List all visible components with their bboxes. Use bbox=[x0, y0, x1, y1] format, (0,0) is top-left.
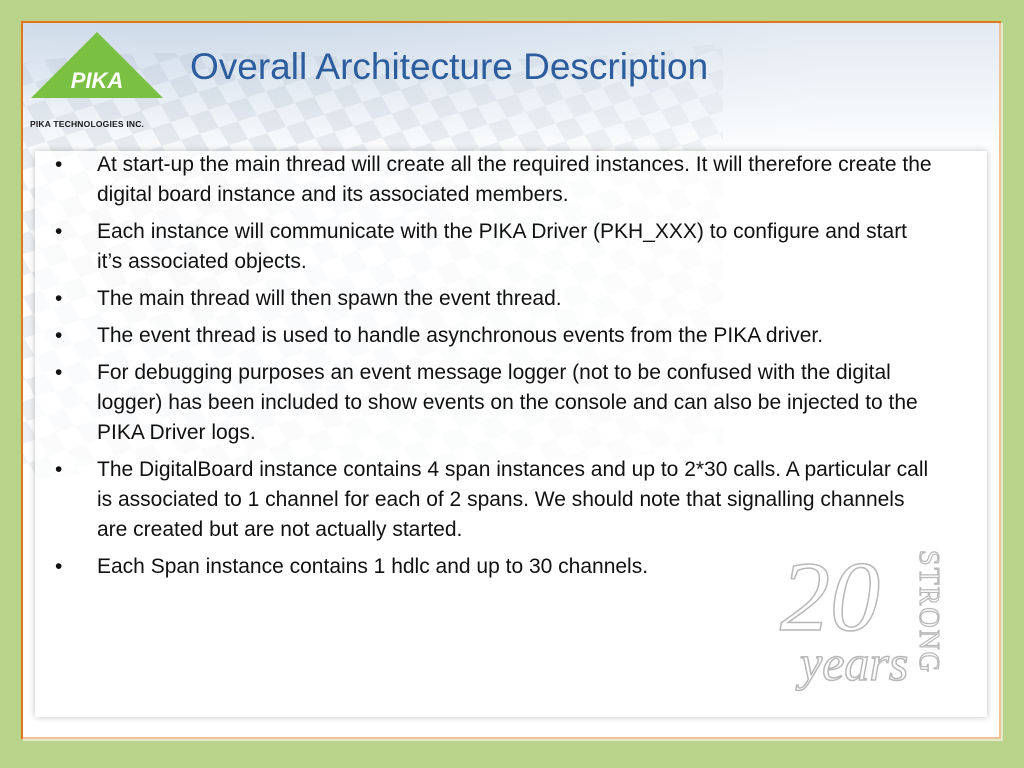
bullet-marker: • bbox=[55, 324, 63, 347]
bullet-marker: • bbox=[55, 361, 63, 384]
bullet-item bbox=[55, 358, 935, 448]
bullet-marker: • bbox=[55, 153, 63, 176]
bullet-item bbox=[55, 455, 935, 545]
bullet-text: Each Span instance contains 1 hdlc and up to 30 channels. bbox=[97, 555, 649, 578]
bullet-marker: • bbox=[55, 220, 63, 243]
bullet-item bbox=[55, 217, 935, 277]
bullet-item bbox=[55, 150, 935, 210]
bullet-marker: • bbox=[55, 287, 63, 310]
bullet-text: The event thread is used to handle asynchronous events from the PIKA driver. bbox=[97, 324, 824, 347]
bullet-text: The DigitalBoard instance contains 4 span instances and up to 2*30 calls. A particular call is associated to 1 channel for each of 2 spans. We should note that signalling channels are created but are not actually started. bbox=[97, 458, 929, 541]
pika-logo bbox=[30, 30, 180, 140]
bullet-list bbox=[55, 150, 935, 589]
logo-company-name: PIKA TECHNOLOGIES INC. bbox=[30, 119, 145, 129]
bullet-item bbox=[55, 321, 935, 351]
20-years-strong-watermark bbox=[770, 540, 944, 700]
logo-triangle-icon bbox=[30, 30, 165, 100]
watermark-number: 20 bbox=[780, 541, 880, 652]
watermark-strong: STRONG bbox=[913, 550, 944, 675]
bullet-item bbox=[55, 284, 935, 314]
bullet-text: The main thread will then spawn the event thread. bbox=[97, 287, 562, 310]
bullet-text: At start-up the main thread will create all the required instances. It will therefore create the digital board instance and its associated members. bbox=[97, 153, 932, 206]
slide-title: Overall Architecture Description bbox=[190, 46, 709, 87]
bullet-marker: • bbox=[55, 555, 63, 578]
bullet-text: Each instance will communicate with the PIKA Driver (PKH_XXX) to configure and start it’s associated objects. bbox=[97, 220, 908, 273]
logo-brand-text: PIKA bbox=[70, 68, 124, 93]
bullet-text: For debugging purposes an event message logger (not to be confused with the digital logger) has been included to show events on the console and can also be injected to the PIKA Driver logs. bbox=[97, 361, 918, 444]
bullet-marker: • bbox=[55, 458, 63, 481]
watermark-years: years bbox=[800, 635, 909, 691]
